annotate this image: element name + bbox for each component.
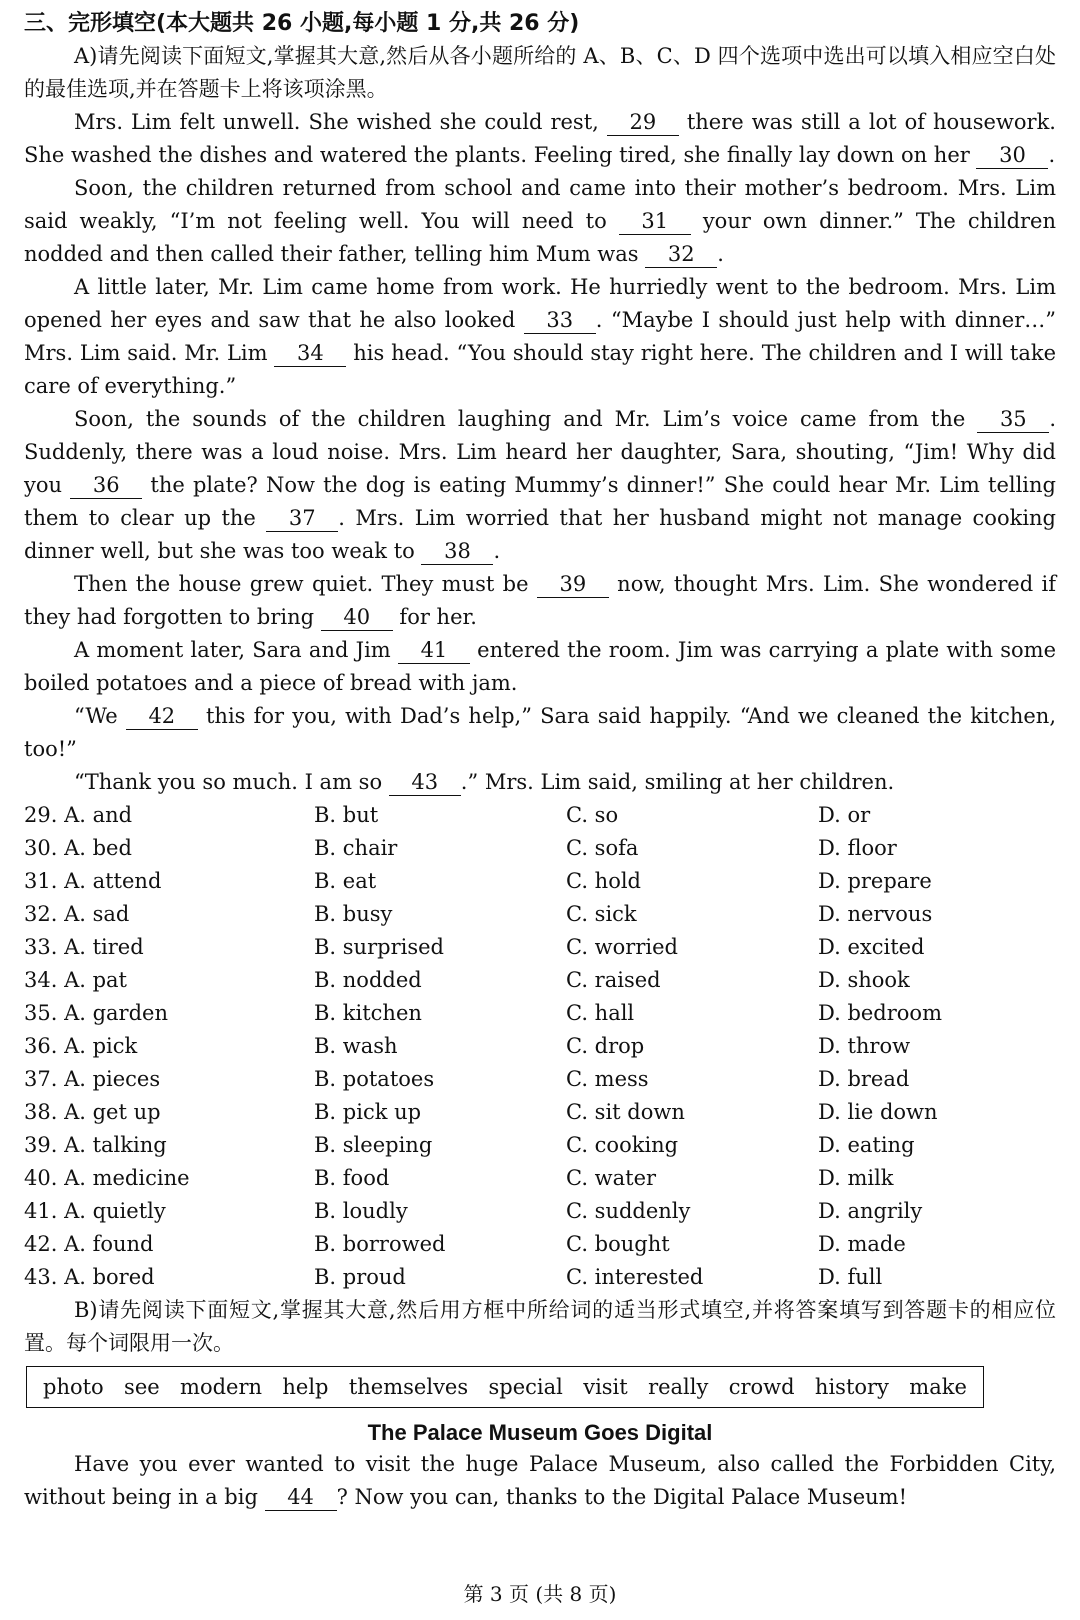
option-row [24,865,1056,898]
option-b: B. busy [314,902,393,926]
word-bank-item: help [282,1375,329,1399]
option-row [24,1030,1056,1063]
option-a: 40. A. medicine [24,1166,190,1190]
option-c: C. hold [566,869,641,893]
option-c: C. so [566,803,619,827]
option-a: 35. A. garden [24,1001,168,1025]
blank-37: 37 [266,505,338,532]
option-row [24,1129,1056,1162]
option-c: C. raised [566,968,661,992]
blank-41: 41 [398,637,470,664]
option-c: C. cooking [566,1133,679,1157]
option-a: 43. A. bored [24,1265,155,1289]
blank-42: 42 [126,703,198,730]
option-a: 33. A. tired [24,935,144,959]
word-bank-item: make [909,1375,967,1399]
option-row [24,1162,1056,1195]
option-row [24,1261,1056,1294]
option-row [24,931,1056,964]
passage-paragraph: A little later, Mr. Lim came home from work. He hurriedly went to the bedroom. Mrs. Lim opened her eyes and saw that he also looked 33 . “Maybe I should just help with dinner…” Mrs. Lim said. Mr. Lim 34 his head. “You should stay right here. The children and I will take care of everything.” [24,275,1057,398]
option-row [24,1096,1056,1129]
option-a: 36. A. pick [24,1034,138,1058]
option-d: D. made [818,1232,906,1256]
option-d: D. nervous [818,902,933,926]
option-c: C. bought [566,1232,670,1256]
word-bank-item: history [814,1375,889,1399]
word-bank-item: themselves [348,1375,469,1399]
option-c: C. water [566,1166,657,1190]
option-row [24,964,1056,997]
article-paragraph: Have you ever wanted to visit the huge Palace Museum, also called the Forbidden City, without being in a big 44 ? Now you can, thanks to the Digital Palace Museum! [24,1452,1056,1509]
option-d: D. angrily [818,1199,923,1223]
option-d: D. milk [818,1166,894,1190]
option-c: C. drop [566,1034,645,1058]
word-bank-item: crowd [728,1375,795,1399]
option-row [24,799,1056,832]
option-d: D. excited [818,935,925,959]
blank-35: 35 [977,406,1049,433]
word-bank-item: visit [583,1375,628,1399]
word-bank-item: modern [180,1375,263,1399]
option-d: D. lie down [818,1100,938,1124]
blank-36: 36 [70,472,142,499]
blank-44: 44 [265,1484,337,1511]
blank-29: 29 [607,109,679,136]
word-bank-item: really [648,1375,709,1399]
option-c: C. hall [566,1001,635,1025]
option-a: 37. A. pieces [24,1067,161,1091]
option-row [24,898,1056,931]
option-b: B. food [314,1166,390,1190]
option-a: 31. A. attend [24,869,162,893]
option-a: 41. A. quietly [24,1199,166,1223]
option-a: 39. A. talking [24,1133,167,1157]
option-b: B. eat [314,869,377,893]
option-c: C. suddenly [566,1199,691,1223]
passage-paragraph: Then the house grew quiet. They must be 39 now, thought Mrs. Lim. She wondered if they had forgotten to bring 40 for her. [24,572,1056,629]
blank-34: 34 [274,340,346,367]
option-d: D. floor [818,836,897,860]
blank-33: 33 [524,307,596,334]
option-b: B. surprised [314,935,444,959]
blank-39: 39 [537,571,609,598]
option-d: D. eating [818,1133,915,1157]
page-footer: 第 3 页 (共 8 页) [463,1582,617,1606]
option-row [24,1228,1056,1261]
option-b: B. sleeping [314,1133,433,1157]
option-a: 30. A. bed [24,836,132,860]
blank-43: 43 [389,769,461,796]
option-b: B. wash [314,1034,398,1058]
passage-paragraph: “Thank you so much. I am so 43 .” Mrs. Lim said, smiling at her children. [74,770,895,794]
option-b: B. proud [314,1265,406,1289]
option-d: D. bedroom [818,1001,942,1025]
option-a: 32. A. sad [24,902,130,926]
word-bank-item: see [124,1375,160,1399]
option-b: B. loudly [314,1199,408,1223]
blank-38: 38 [421,538,493,565]
option-row [24,1195,1056,1228]
option-c: C. sit down [566,1100,685,1124]
word-bank-item: photo [43,1375,104,1399]
option-b: B. but [314,803,379,827]
option-c: C. mess [566,1067,649,1091]
section-title: 三、完形填空(本大题共 26 小题,每小题 1 分,共 26 分) [24,11,580,36]
article-title: The Palace Museum Goes Digital [367,1420,713,1445]
passage-paragraph: “We 42 this for you, with Dad’s help,” Sara said happily. “And we cleaned the kitchen, too!” [24,704,1057,761]
option-c: C. worried [566,935,678,959]
passage-paragraph: Soon, the sounds of the children laughing and Mr. Lim’s voice came from the 35 . Suddenly, there was a loud noise. Mrs. Lim heard her daughter, Sara, shouting, “Jim! Why did you 36 the plate? Now the dog is eating Mummy’s dinner!” She could hear Mr. Lim telling them to clear up the 37 . Mrs. Lim worried that her husband might not manage cooking dinner well, but she was too weak to 38 . [24,407,1056,563]
option-d: D. prepare [818,869,932,893]
option-b: B. chair [314,836,398,860]
option-row [24,832,1056,865]
part-b-instruction: B)请先阅读下面短文,掌握其大意,然后用方框中所给词的适当形式填空,并将答案填写到答题卡的相应位置。每个词限用一次。 [24,1298,1056,1355]
option-b: B. pick up [314,1100,422,1124]
option-c: C. sofa [566,836,639,860]
blank-40: 40 [321,604,393,631]
option-d: D. shook [818,968,910,992]
exam-page [24,8,1056,1514]
word-bank-item: special [488,1375,563,1399]
passage-paragraph: Soon, the children returned from school and came into their mother’s bedroom. Mrs. Lim said weakly, “I’m not feeling well. You will need to 31 your own dinner.” The children nodded and then called their father, telling him Mum was 32 . [24,176,1057,266]
option-b: B. borrowed [314,1232,446,1256]
option-a: 38. A. get up [24,1100,161,1124]
word-bank [26,1366,984,1408]
part-a-instruction: A)请先阅读下面短文,掌握其大意,然后从各小题所给的 A、B、C、D 四个选项中选出可以填入相应空白处的最佳选项,并在答题卡上将该项涂黑。 [24,44,1056,101]
blank-30: 30 [976,142,1048,169]
option-c: C. sick [566,902,637,926]
option-a: 29. A. and [24,803,133,827]
option-b: B. kitchen [314,1001,422,1025]
option-d: D. bread [818,1067,910,1091]
option-d: D. full [818,1265,883,1289]
option-d: D. or [818,803,871,827]
option-d: D. throw [818,1034,911,1058]
option-row [24,1063,1056,1096]
option-a: 42. A. found [24,1232,154,1256]
option-c: C. interested [566,1265,704,1289]
blank-32: 32 [645,241,717,268]
passage-paragraph: Mrs. Lim felt unwell. She wished she could rest, 29 there was still a lot of housework. She washed the dishes and watered the plants. Feeling tired, she finally lay down on her 30 . [24,110,1056,167]
option-b: B. nodded [314,968,422,992]
options-list [24,799,1056,1294]
option-b: B. potatoes [314,1067,435,1091]
passage-paragraph: A moment later, Sara and Jim 41 entered the room. Jim was carrying a plate with some boiled potatoes and a piece of bread with jam. [24,638,1056,695]
option-row [24,997,1056,1030]
blank-31: 31 [619,208,691,235]
option-a: 34. A. pat [24,968,127,992]
